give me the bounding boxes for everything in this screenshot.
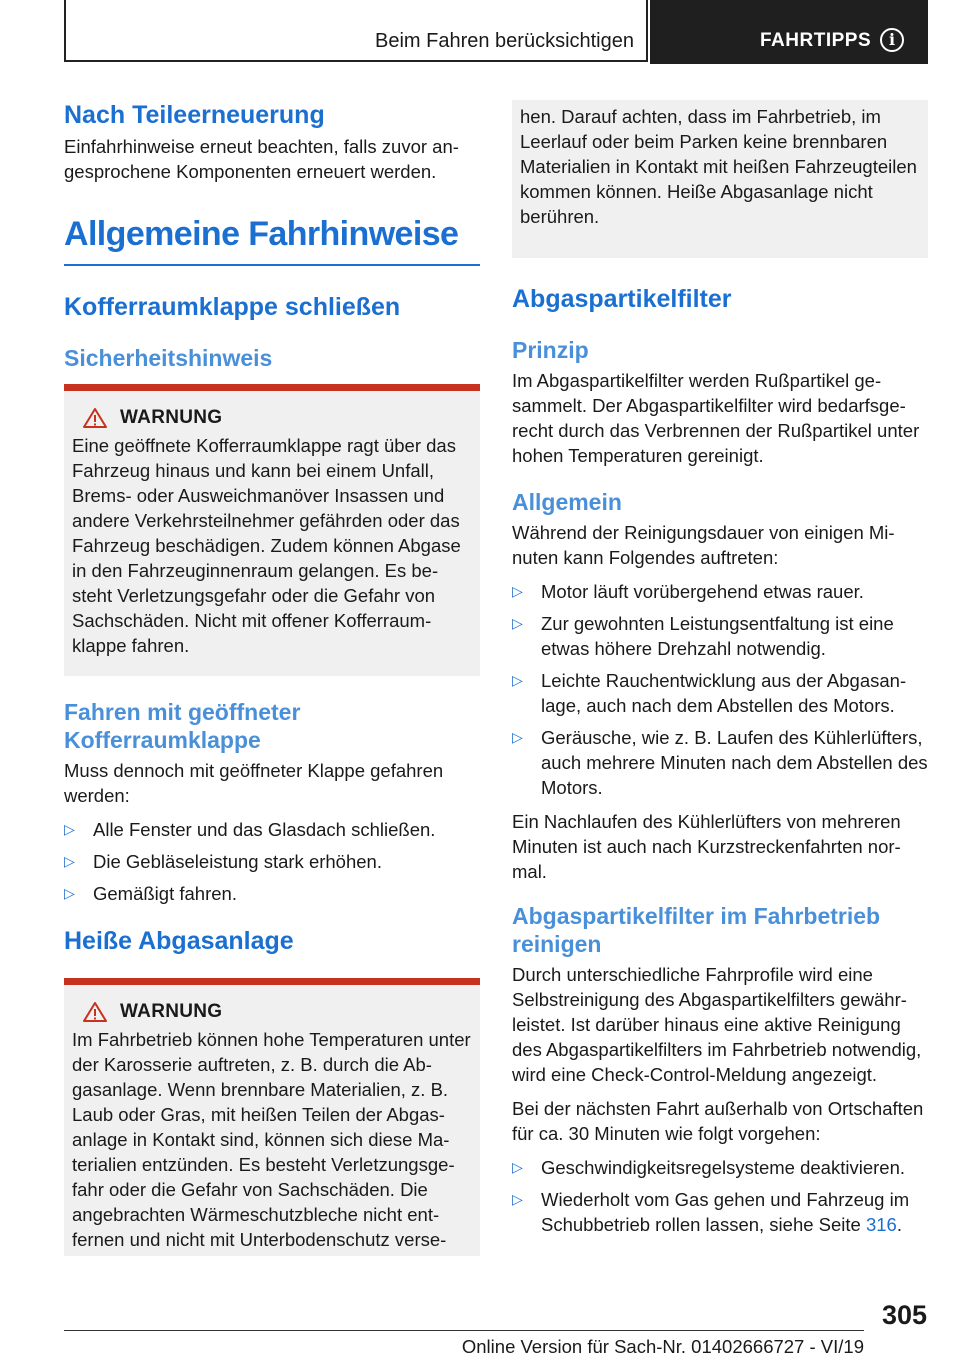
warning-label: WARNUNG (120, 407, 223, 428)
warning-label: WARNUNG (120, 1001, 223, 1022)
bullet-icon: ▷ (512, 1159, 523, 1175)
bullet-icon: ▷ (64, 885, 75, 901)
heading-heisse-abgasanlage: Heiße Abgasanlage (64, 927, 294, 955)
heading-sicherheitshinweis: Sicherheitshinweis (64, 345, 273, 371)
heading-fahren-geoeffnet: Fahren mit geöffneter Kofferraumklappe (64, 699, 301, 753)
bullet-icon: ▷ (512, 615, 523, 631)
text-nach-teileerneuerung: Einfahrhinweise erneut beachten, falls zuvor angesprochene Komponenten erneuert werden. (64, 136, 459, 182)
warning-box-abgasanlage (64, 978, 480, 1256)
warning-box-kofferraum (64, 384, 480, 676)
warning-title (72, 1001, 472, 1023)
page-header (64, 0, 928, 64)
list-item: ▷ Zur gewohnten Leistungsentfaltung ist eine etwas höhere Drehzahl notwendig. (512, 613, 894, 659)
warning-text-abgasanlage: Im Fahrbetrieb können hohe Temperaturen unter der Karosserie auftreten, z. B. durch die Abgasanlage. Wenn brennbare Materialien, z. B. Laub oder Gras, mit heißen Teilen der Abgasanlage in Kontakt sind, können sich diese Materialien entzünden. Es besteht Verletzungsgefahr oder die Gefahr von Sachschäden. Die angebrachten Wärmeschutzbleche nicht entfernen und nicht mit Unterbodenschutz verse- (72, 1029, 471, 1250)
list-reinigen (512, 1155, 928, 1237)
list-item: ▷ Geschwindigkeitsregelsysteme deaktivieren. (512, 1157, 906, 1178)
bullet-icon: ▷ (512, 1191, 523, 1207)
footer-online-version: Online Version für Sach-Nr. 01402666727 - VI/19 (461, 1336, 864, 1357)
right-column (512, 100, 928, 1246)
list-item: ▷ Die Gebläseleistung stark erhöhen. (64, 851, 382, 872)
warning-box-continued (512, 100, 928, 258)
info-icon: i (880, 28, 904, 52)
list-item: ▷ Wiederholt vom Gas gehen und Fahrzeug im Schubbetrieb rollen lassen, siehe Seite 316. (512, 1189, 910, 1235)
list-item: ▷ Alle Fenster und das Glasdach schließen. (64, 819, 436, 840)
heading-rule (64, 264, 480, 266)
footer-rule (64, 1330, 864, 1331)
text-reinigen-2: Bei der nächsten Fahrt außerhalb von Ortschaften für ca. 30 Minuten wie folgt vorgehen: (512, 1098, 924, 1144)
page-link-316[interactable]: 316 (865, 1214, 897, 1235)
text-allgemein: Während der Reinigungsdauer von einigen Minuten kann Folgendes auftreten: (512, 522, 895, 568)
bullet-icon: ▷ (512, 729, 523, 745)
heading-allgemein: Allgemein (512, 489, 622, 515)
header-section-title: Beim Fahren berücksichtigen (374, 30, 634, 52)
header-chapter-box (650, 0, 928, 64)
list-allgemein (512, 579, 928, 800)
heading-nach-teileerneuerung: Nach Teileerneuerung (64, 101, 325, 129)
warning-text-continued: hen. Darauf achten, dass im Fahrbetrieb, im Leerlauf oder beim Parken keine brennbaren Materialien in Kontakt mit heißen Fahrzeugteilen kommen können. Heiße Abgasanlage nicht berühren. (520, 106, 917, 227)
heading-reinigen: Abgaspartikelfilter im Fahrbetrieb reinigen (512, 903, 881, 957)
left-column (64, 100, 480, 1256)
text-prinzip: Im Abgaspartikelfilter werden Rußpartikel gesammelt. Der Abgaspartikelfilter wird bedarfsgerecht durch das Verbrennen der Rußpartikel unter hohen Temperaturen gereinigt. (512, 370, 920, 466)
header-section-box (64, 0, 648, 62)
heading-prinzip: Prinzip (512, 337, 589, 363)
warning-text-kofferraum: Eine geöffnete Kofferraumklappe ragt über das Fahrzeug hinaus und kann bei einem Unfall, Brems- oder Ausweichmanöver Insassen und andere Verkehrsteilnehmer gefährden oder das Fahrzeug beschädigen. Zudem können Abgase in den Fahrzeuginnenraum gelangen. Es besteht Verletzungsgefahr oder die Gefahr von Sachschäden. Nicht mit offener Kofferraumklappe fahren. (72, 435, 461, 656)
heading-abgaspartikelfilter: Abgaspartikelfilter (512, 285, 732, 313)
list-item: ▷ Geräusche, wie z. B. Laufen des Kühlerlüfters, auch mehrere Minuten nach dem Abstellen des Motors. (512, 727, 928, 798)
page-number: 305 (881, 1300, 927, 1330)
text-fahren-geoeffnet: Muss dennoch mit geöffneter Klappe gefahren werden: (64, 760, 444, 806)
text-nachlauf: Ein Nachlaufen des Kühlerlüfters von mehreren Minuten ist auch nach Kurzstreckenfahrten normal. (512, 811, 901, 882)
bullet-icon: ▷ (512, 583, 523, 599)
warning-triangle-icon (82, 407, 108, 429)
heading-allgemeine-fahrhinweise: Allgemeine Fahrhinweise (64, 215, 459, 253)
warning-triangle-icon (82, 1001, 108, 1023)
list-item: ▷ Gemäßigt fahren. (64, 883, 237, 904)
text-reinigen-1: Durch unterschiedliche Fahrprofile wird eine Selbstreinigung des Abgaspartikelfilters gewährleistet. Ist darüber hinaus eine aktive Reinigung des Abgaspartikelfilters im Fahrbetrieb notwendig, wird eine Check-Control-Meldung angezeigt. (512, 964, 922, 1085)
bullet-icon: ▷ (512, 672, 523, 688)
warning-title (72, 407, 472, 429)
heading-kofferraumklappe: Kofferraumklappe schließen (64, 293, 401, 321)
bullet-icon: ▷ (64, 853, 75, 869)
list-fahren-geoeffnet (64, 817, 480, 906)
list-item: ▷ Leichte Rauchentwicklung aus der Abgasanlage, auch nach dem Abstellen des Motors. (512, 670, 907, 716)
bullet-icon: ▷ (64, 821, 75, 837)
header-chapter-title: FAHRTIPPS (760, 30, 872, 51)
list-item: ▷ Motor läuft vorübergehend etwas rauer. (512, 581, 864, 602)
